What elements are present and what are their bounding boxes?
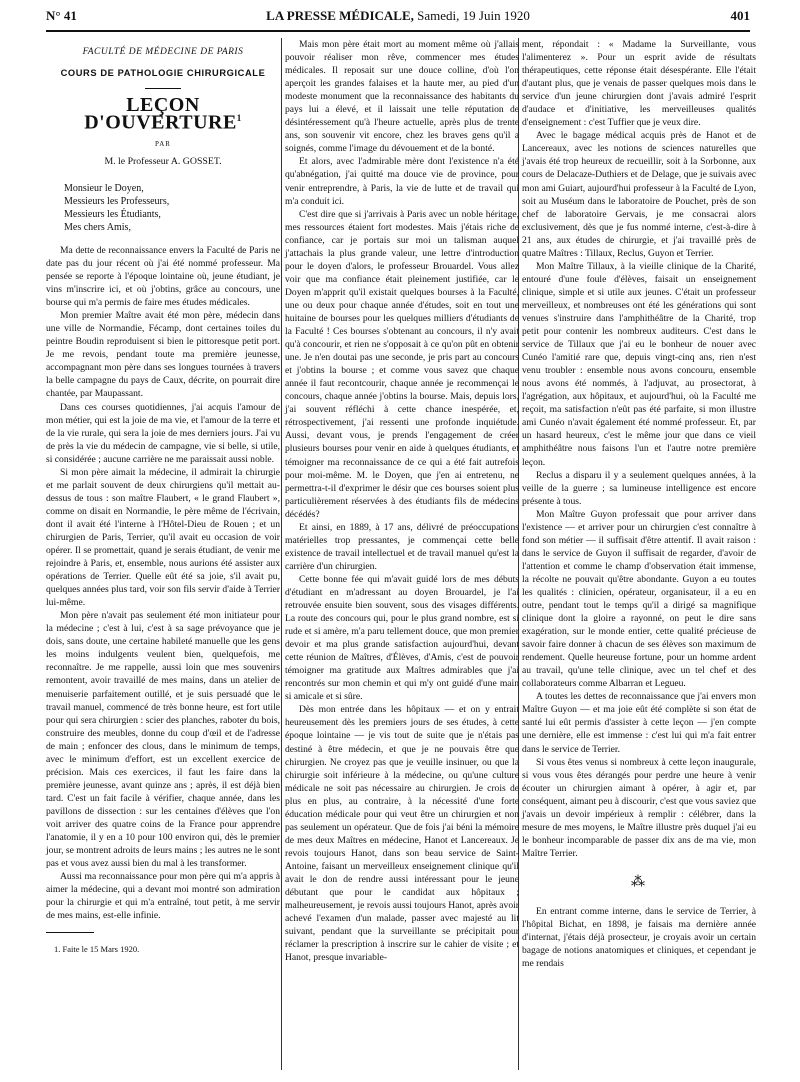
course-title: COURS DE PATHOLOGIE CHIRURGICALE bbox=[60, 68, 266, 79]
column-2 bbox=[285, 38, 519, 964]
salutation-line: Monsieur le Doyen, bbox=[64, 182, 144, 194]
paragraph: Ma dette de reconnaissance envers la Faculté de Paris ne date pas du jour récent où j'ai été nommé professeur. Ma pensée se reporte à l'époque lointaine où, jeune étudiant, je vins m'inscrire ici, et où j'obtins, grâce au concours, une bourse qui m'a permis de faire mes études médicales. bbox=[46, 244, 280, 309]
paragraph: Mon premier Maître avait été mon père, médecin dans une ville de Normandie, Fécamp, dont certaines toiles du peintre Boudin reproduisent si bien le pittoresque petit port. Je me revois, pendant toute ma première jeunesse, accompagnant mon père dans ses longues tournées à travers la belle campagne du pays de Caux, décrite, on pourrait dire chantée, par Maupassant. bbox=[46, 310, 280, 400]
column-3 bbox=[522, 38, 756, 970]
paragraph: En entrant comme interne, dans le service de Terrier, à l'hôpital Bichat, en 1898, je faisais ma dernière année d'internat, j'étais déjà prosecteur, je croyais avoir un certain bagage de notions anatomiques et cliniques, et cependant je me rendais bbox=[522, 906, 756, 970]
issue-date: Samedi, 19 Juin 1920 bbox=[417, 8, 530, 23]
faculty-label: FACULTÉ DE MÉDECINE DE PARIS bbox=[82, 47, 244, 57]
paragraph: Aussi ma reconnaissance pour mon père qui m'a appris à aimer la médecine, qui a devant moi montré son admiration pour la chirurgie et qui m'a entraîné, tout petit, à me servir de mes mains, est-elle infinie. bbox=[46, 871, 280, 922]
paragraph: Et alors, avec l'admirable mère dont l'existence n'a été qu'abnégation, j'ai quitté ma douce vie de province, pour venir entreprendre, à Paris, la vie de lutte et de travail qui m'a conduit ici. bbox=[285, 156, 519, 207]
paragraph: Mon Maître Guyon professait que pour arriver dans l'existence — et arriver pour un chirurgien c'est connaître à fond son métier — il suffisait d'être attentif. Il avait raison : dans le service de Guyon il suffisait de regarder, d'avoir de l'attention et comme le champ d'observation était immense, la récolte ne pouvait qu'être abondante. Guyon a eu toutes les qualités : clinicien, opérateur, organisateur, il a eu en outre, pendant tout le temps qu'il a dirigé sa magnifique clinique dont la gloire a rayonné, on peut le dire sans exagération, sur le monde entier, cette qualité précieuse de savoir faire donner à chacun de ses élèves son maximum de rendement. Quelle heureuse fortune, pour un homme ardent au travail, qu'une telle clinique, avec un tel chef et des collaborateurs comme Albarran et Legueu. bbox=[522, 508, 756, 690]
paragraph: A toutes les dettes de reconnaissance que j'ai envers mon Maître Guyon — et ma joie eût été complète si son état de santé lui eût permis d'assister à cette leçon — j'en compte une dernière, elle est immense : c'est lui qui m'a fait entrer dans le service de Terrier. bbox=[522, 691, 756, 755]
page-header bbox=[46, 4, 750, 28]
header-rule bbox=[46, 30, 750, 32]
paragraph: Si mon père aimait la médecine, il admirait la chirurgie et me parlait souvent de deux chirurgiens qu'il mettait au-dessus de tous : son maître Flaubert, « le grand Flaubert », comme on disait en Normandie, le père même de l'écrivain, dont il avait été l'interne à l'Hôtel-Dieu de Rouen ; et un chirurgien de Paris, Terrier, qu'il avait eu occasion de voir opérer. Il se promettait, quand je serais étudiant, de venir me rejoindre à Paris, et, ensemble, nous aurions été assister aux opérations de Terrier. Quelle eût été sa joie, s'il avait pu, quelques années plus tard, voir son fils servir d'aide à Terrier lui-même. bbox=[46, 466, 280, 609]
author-line: M. le Professeur A. GOSSET. bbox=[104, 155, 222, 167]
title-divider bbox=[145, 88, 181, 89]
section-asterism: ⁂ bbox=[631, 874, 647, 890]
paragraph: C'est dire que si j'arrivais à Paris avec un noble héritage, mes ressources étaient fort modestes. Mais j'étais riche de confiance, car je portais sur moi un talisman auquel j'attachais la plus grande valeur, une lettre d'introduction pour le doyen d'alors, le professeur Brouardel. Vous allez voir que ma confiance était pleinement justifiée, car le Doyen m'apprit qu'il existait quelques bourses à la Faculté, une ou deux pour chaque année d'études, soit en tout une huitaine de bourses pour les quelques milliers d'étudiants de la Faculté ! Ces bourses s'obtenant au concours, il n'y avait qu'à concourir, et rien ne s'opposait à ce qu'on pût en obtenir une. Je n'en doutai pas une seconde, je pris part au concours et j'obtins la bourse ; et comme vous savez que chaque année il faut recontcourir, chaque année je recommençai le concours, chaque année j'obtins la bourse. Mais, depuis lors, j'ai souvent réfléchi à cette chance inespérée, et, rétrospectivement, j'ai ressenti une profonde inquiétude. Aussi, devant vous, je prends l'engagement de créer plusieurs bourses pour venir en aide à quelques étudiants, et témoigner ma reconnaissance de ce qui a été fait autrefois pour moi-même. M. le Doyen, que j'en ai entretenu, ne permettra-t-il d'exprimer le désir que ces bourses soient plus particulièrement réservées à des étudiants fils de médecins décédés? bbox=[285, 208, 519, 520]
paragraph: ment, répondait : « Madame la Surveillante, vous l'alimenterez ». Pour un esprit avide de résultats thérapeutiques, cette réponse était désespérante. Elle l'était d'autant plus, que je venais de passer quelques mois dans le service d'un jeune chirurgien dont j'avais admiré l'esprit d'audace et d'initiative, les merveilleuses qualités d'enseignement : c'est Tuffier que je veux dire. bbox=[522, 39, 756, 129]
column-separator bbox=[281, 38, 282, 1070]
column-1 bbox=[46, 38, 280, 956]
journal-line bbox=[46, 4, 750, 28]
paragraph: Et ainsi, en 1889, à 17 ans, délivré de préoccupations matérielles trop pressantes, je commençai cette belle existence de travail intellectuel et de travail manuel qu'est la carrière d'un chirurgien. bbox=[285, 521, 519, 572]
by-label: PAR bbox=[155, 139, 171, 148]
article-title bbox=[46, 94, 280, 134]
salutation-line: Messieurs les Étudiants, bbox=[64, 208, 161, 220]
salutation-line: Mes chers Amis, bbox=[64, 221, 131, 233]
footnote-rule bbox=[46, 932, 94, 933]
issue-number: N° 41 bbox=[46, 8, 77, 23]
paragraph: Mais mon père était mort au moment même où j'allais pouvoir réaliser mon rêve, commencer mes études médicales. Il reposait sur une douce colline, d'où l'on aperçoit les grandes falaises et la haute mer, au pied d'un modeste monument que la reconnaissance des habitants du pays lui a élevé, et il laissait une telle réputation de désintéressement qu'à l'heure actuelle, après plus de trente ans, son souvenir vit encore, chez les braves gens qu'il a soignés, comme l'image du dévouement et de la bonté. bbox=[285, 39, 519, 155]
paragraph: Reclus a disparu il y a seulement quelques années, à la veille de la guerre ; sa lumineuse intelligence est encore présente à tous. bbox=[522, 469, 756, 507]
paragraph: Dans ces courses quotidiennes, j'ai acquis l'amour de mon métier, qui est la joie de ma vie, et l'amour de la terre et de la vie rurale, qui sera la joie de mes derniers jours. J'ai vu de près la vie du médecin de campagne, vie si belle, si utile, si considérée ; aucune carrière ne me paraissait aussi noble. bbox=[46, 401, 280, 465]
salutation-line: Messieurs les Professeurs, bbox=[64, 195, 170, 207]
article-title-text: LEÇON D'OUVERTURE bbox=[84, 94, 237, 134]
paragraph: Si vous êtes venus si nombreux à cette leçon inaugurale, si vous vous êtes dérangés pour perdre une heure à venir écouter un chirurgien aimant à opérer, à agir et, par conséquent, aimant peu à discourir, c'est que vous saviez que j'avais un devoir impérieux à remplir : célébrer, dans la mesure de mes moyens, le Maître illustre près duquel j'ai eu le bonheur incomparable de passer dix ans de ma vie, mon Maître Terrier. bbox=[522, 756, 756, 859]
salutation-block bbox=[64, 182, 280, 234]
journal-title: LA PRESSE MÉDICALE, bbox=[266, 8, 414, 23]
footnote-marker: 1 bbox=[236, 113, 242, 124]
paragraph: Mon Maître Tillaux, à la vieille clinique de la Charité, entouré d'une foule d'élèves, faisait un enseignement clinique, simple et si utile aux jeunes. C'était un professeur merveilleux, et nombreuses ont été les générations qui sont venues s'instruire dans l'amphithéâtre de la Charité, trop petit pour contenir les nombreux auditeurs. C'est dans le service de Tillaux que j'ai eu le bonheur de nouer avec Cunéo l'amitié rare que, depuis vingt-cinq ans, rien n'est venu troubler : ensemble nous avons concouru, ensemble nous avons été nommés, à l'adjuvat, au prosectorat, à l'agrégation, aux hôpitaux, et aujourd'hui, où la Faculté me reçoit, ma satisfaction n'eût pas été parfaite, si mon illustre ami Cunéo n'avait également été nommé professeur. Et, par un hasard heureux, c'est le même jour que dans ce vieil amphithéâtre nous faisons l'un et l'autre notre première leçon. bbox=[522, 260, 756, 468]
page-number: 401 bbox=[730, 8, 750, 23]
paragraph: Cette bonne fée qui m'avait guidé lors de mes débuts d'étudiant en m'adressant au doyen Brouardel, je l'ai retrouvée ensuite bien souvent, sous des visages différents. La route des concours qui, pour le plus grand nombre, est si rude et si amère, m'a paru tellement douce, que mon premier devoir et ma plus grande satisfaction aujourd'hui, devant cette réunion de Maîtres, d'Élèves, d'Amis, c'est de pouvoir témoigner ma gratitude aux Maîtres admirables que j'ai rencontrés sur mon chemin et qui m'y ont guidé d'une main si amicale et si sûre. bbox=[285, 573, 519, 703]
footnote: 1. Faite le 15 Mars 1920. bbox=[54, 944, 140, 955]
paragraph: Dès mon entrée dans les hôpitaux — et on y entrait heureusement dès les premiers jours de ses études, à cette époque lointaine — je vis tout de suite que je n'étais pas destiné à être médecin, et que je ne pouvais être que chirurgien. Ne croyez pas que je veuille insinuer, ou que la chirurgie soit inférieure à la médecine, ou qu'une culture médicale ne soit pas nécessaire au chirurgien. Je crois de plus en plus, au contraire, à la nécessité d'une forte éducation médicale pour qui veut être un chirurgien et non pas seulement un opérateur. Que de fois j'ai béni la mémoire de mes deux Maîtres en médecine, Hanot et Lancereaux. Je revois toujours Hanot, dans son beau service de Saint-Antoine, faisant un merveilleux enseignement clinique qu'il avait le don de rendre aussi intéressant pour le jeune débutant que pour le candidat aux hôpitaux ; malheureusement, je revois aussi toujours Hanot, après avoir achevé l'examen d'un malade, passer avec majesté au lit suivant, pendant que la surveillante se précipitait pour réclamer la prescription à inscrire sur le cahier de visite ; et Hanot, presque invariable- bbox=[285, 704, 519, 964]
paragraph: Avec le bagage médical acquis près de Hanot et de Lancereaux, avec les notions de sciences naturelles que j'avais été trop heureux de recueillir, soit à la Sorbonne, aux cours de Delacaze-Duthiers et de Delage, que je suivais avec mon ami Guiart, aujourd'hui professeur à la Faculté de Lyon, soit au Muséum dans le laboratoire de Pouchet, près de son chef de laboratoire Gervais, je me consacrai alors exclusivement, dès que je fus nommé interne, c'est-à-dire à 21 ans, aux études de chirurgie, et j'ai travaillé près de quatre Maîtres : Tillaux, Reclus, Guyon et Terrier. bbox=[522, 130, 756, 259]
paragraph: Mon père n'avait pas seulement été mon initiateur pour la médecine ; c'est à lui, c'est à sa sage prévoyance que je dois, sans doute, une certaine habileté manuelle que les gens les moins indulgents veulent bien, quelquefois, me reconnaître. Je me rappelle, aussi loin que mes souvenirs remontent, avoir travaillé de mes mains, dans un atelier de menuiserie parfaitement outillé, et je suis persuadé que le travail manuel, commencé de très bonne heure, est fort utile pour qui sera chirurgien : scier des planches, raboter du bois, construire des meubles, donne du coup d'œil et de l'adresse de main ; enfoncer des clous, dans le minimum de temps, avec le minimum d'effort, est un excellent exercice de précision. Mais ces exercices, il faut les faire dans la première jeunesse, avant quinze ans ; après, il est déjà bien tard. C'est un fait facile à vérifier, chaque année, dans les pavillons de dissection : sur les centaines d'élèves que l'on voit arriver des quatre coins de la France pour apprendre l'anatomie, il y en a 10 pour 100 environ qui, dès le premier jour, se montrent adroits de leurs mains ; les autres ne le sont pas et vous avez aussi bien du mal à les transformer. bbox=[46, 610, 280, 870]
